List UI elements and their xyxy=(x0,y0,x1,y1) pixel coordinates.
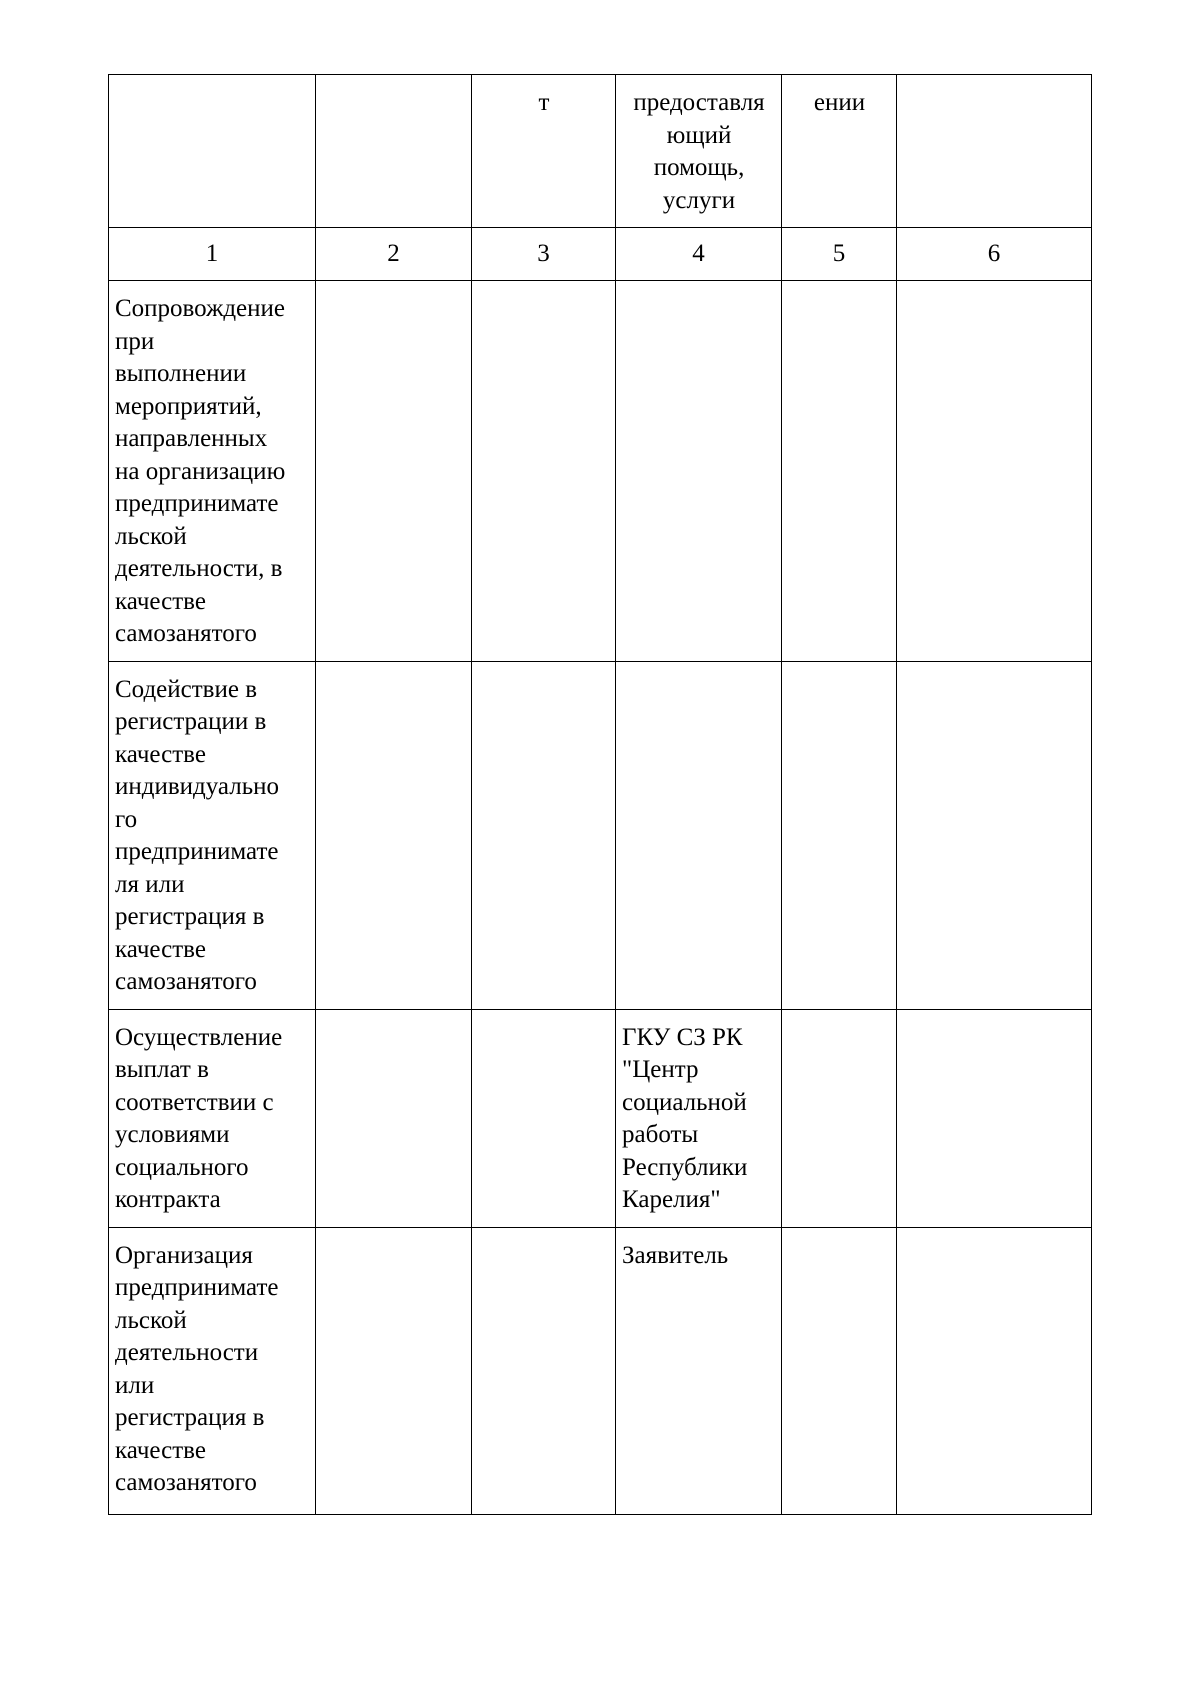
table-row xyxy=(109,281,1092,662)
measure-name-cell: Содействие в регистрации в качестве индивидуально го предпринимате ля или регистрация в качестве самозанятого xyxy=(109,661,316,1009)
header-cell-2 xyxy=(316,75,472,228)
measures-table xyxy=(108,74,1092,1515)
measure-name-cell: Организация предпринимате льской деятельности или регистрация в качестве самозанятого xyxy=(109,1227,316,1514)
responsible-cell xyxy=(616,661,782,1009)
table-cell xyxy=(782,661,897,1009)
header-cell-6 xyxy=(897,75,1092,228)
table-cell xyxy=(472,1009,616,1227)
measure-name-cell: Сопровождение при выполнении мероприятий, направленных на организацию предпринимате льской деятельности, в качестве самозанятого xyxy=(109,281,316,662)
table-cell xyxy=(472,1227,616,1514)
column-number-2: 2 xyxy=(316,228,472,281)
header-cell-4: предоставля ющий помощь, услуги xyxy=(616,75,782,228)
column-number-4: 4 xyxy=(616,228,782,281)
table-cell xyxy=(472,661,616,1009)
column-number-3: 3 xyxy=(472,228,616,281)
responsible-cell: Заявитель xyxy=(616,1227,782,1514)
header-cell-1 xyxy=(109,75,316,228)
header-continuation-row xyxy=(109,75,1092,228)
table-cell xyxy=(897,661,1092,1009)
table-cell xyxy=(316,281,472,662)
column-number-row xyxy=(109,228,1092,281)
column-number-5: 5 xyxy=(782,228,897,281)
table-cell xyxy=(316,1009,472,1227)
column-number-1: 1 xyxy=(109,228,316,281)
table-cell xyxy=(316,661,472,1009)
responsible-cell: ГКУ СЗ РК "Центр социальной работы Республики Карелия" xyxy=(616,1009,782,1227)
column-number-6: 6 xyxy=(897,228,1092,281)
table-cell xyxy=(782,281,897,662)
header-cell-5: ении xyxy=(782,75,897,228)
responsible-cell xyxy=(616,281,782,662)
table-row xyxy=(109,1009,1092,1227)
header-cell-3: т xyxy=(472,75,616,228)
measure-name-cell: Осуществление выплат в соответствии с условиями социального контракта xyxy=(109,1009,316,1227)
table-cell xyxy=(782,1227,897,1514)
table-cell xyxy=(897,1009,1092,1227)
table-row xyxy=(109,1227,1092,1514)
table-cell xyxy=(897,1227,1092,1514)
table-cell xyxy=(897,281,1092,662)
table-cell xyxy=(472,281,616,662)
table-cell xyxy=(782,1009,897,1227)
table-cell xyxy=(316,1227,472,1514)
table-row xyxy=(109,661,1092,1009)
